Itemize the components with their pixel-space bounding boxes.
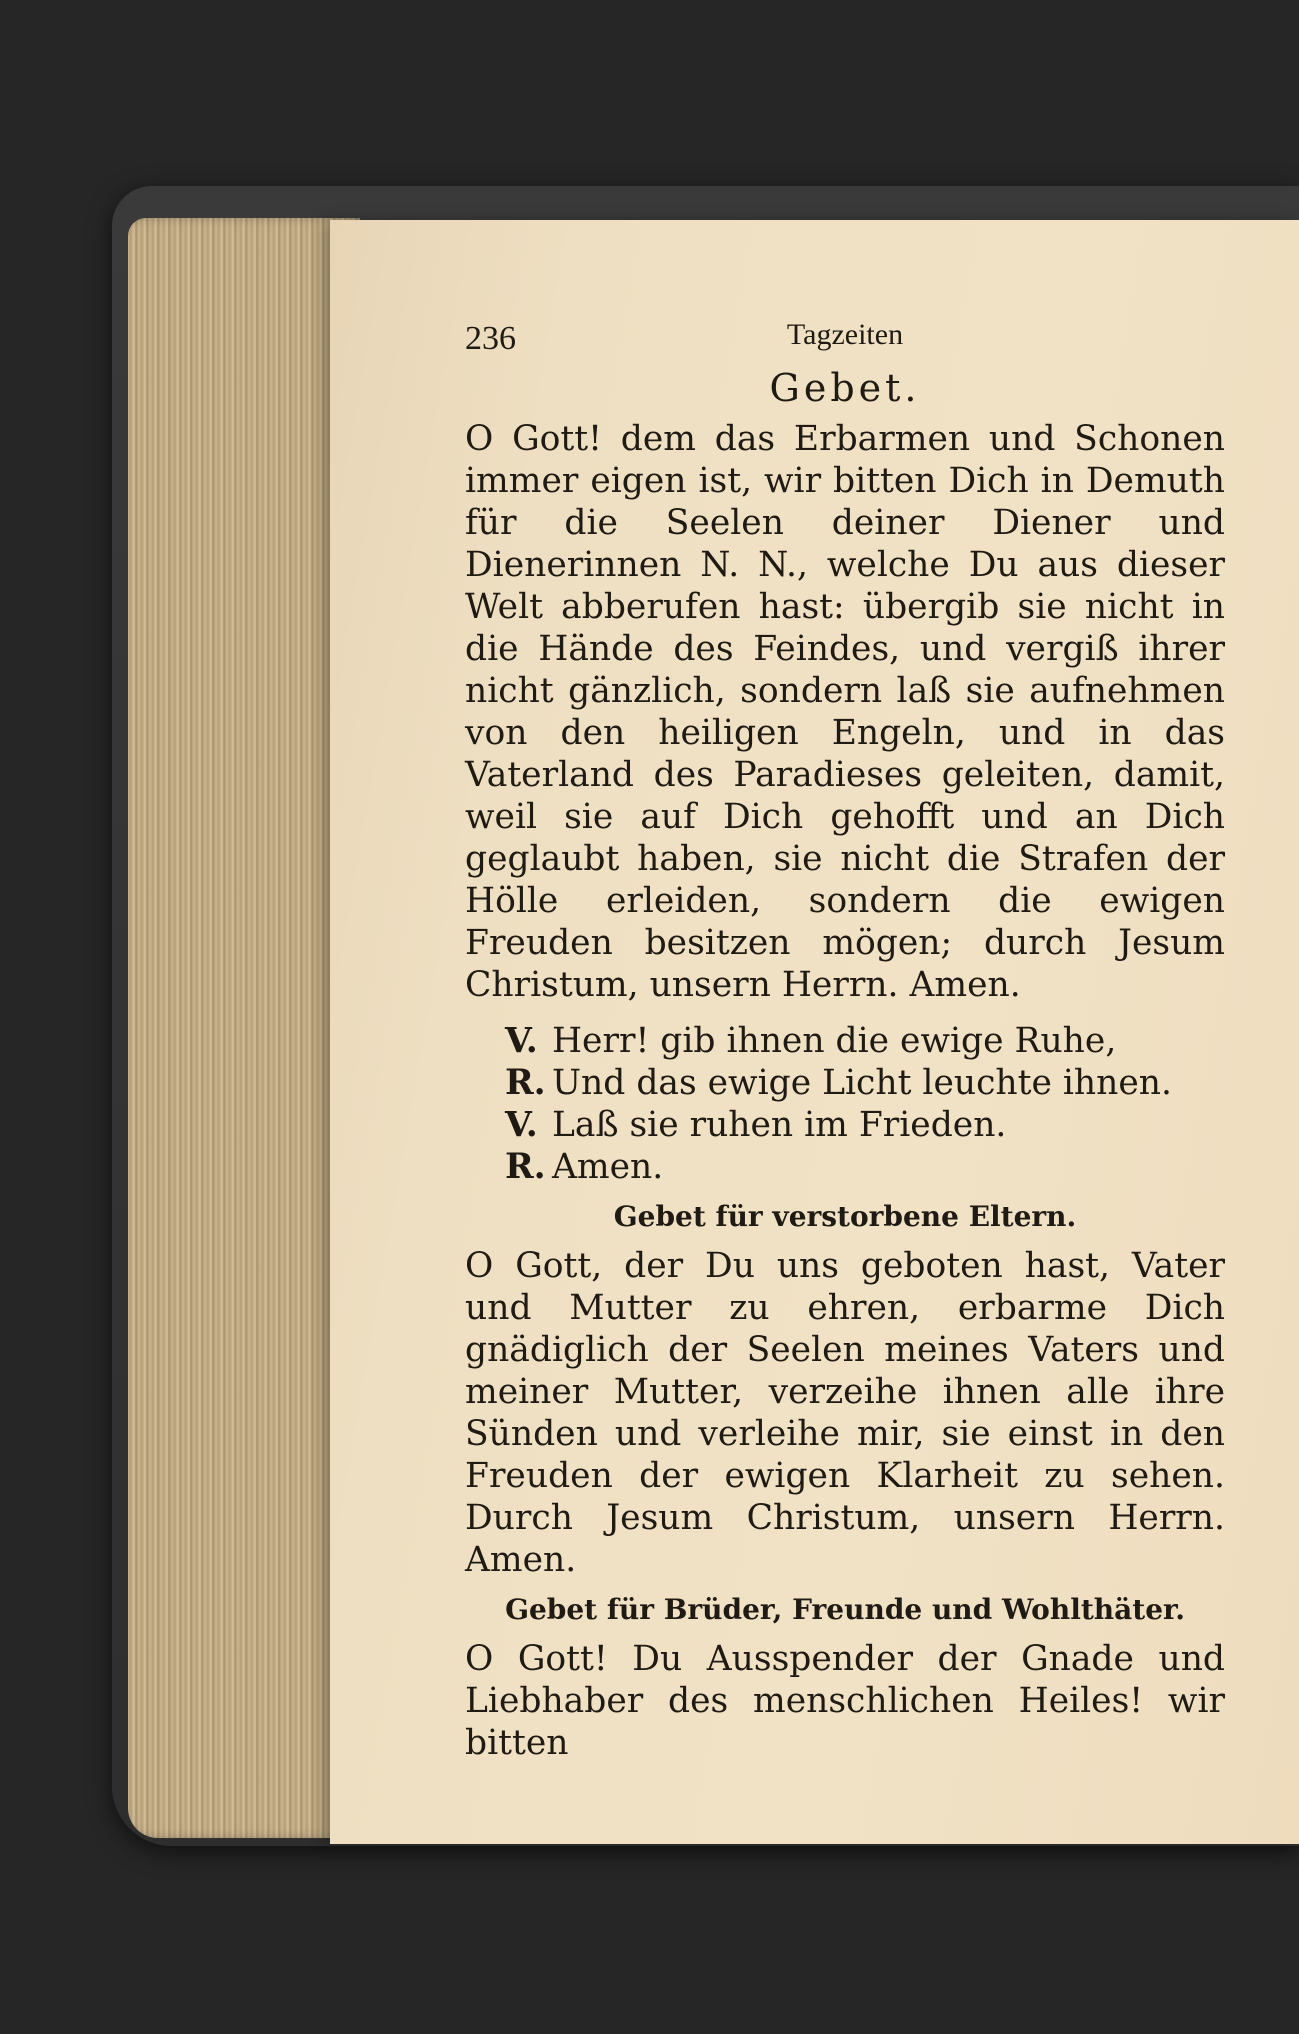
versicle-line (505, 1062, 1225, 1104)
versicle-line (505, 1146, 1225, 1188)
section-heading-wohlthaeter: Gebet für Brüder, Freunde und Wohlthäter. (505, 1593, 1185, 1626)
prayer-text-2: O Gott, der Du uns geboten hast, Vater und Mutter zu ehren, erbarme Dich gnädiglich der Seelen meines Vaters und meiner Mutter, verzeihe ihnen alle ihre Sünden und verleihe mir, sie einst in den Freuden der ewigen Klarheit zu sehen. Durch Jesum Christum, unsern Herrn. Amen. (465, 1246, 1225, 1580)
response-mark: R. (505, 1147, 546, 1187)
page-text (465, 300, 1225, 1764)
versicle-mark: V. (505, 1105, 538, 1145)
versicle-text: Laß sie ruhen im Frieden. (551, 1105, 1007, 1145)
versicle-text: Und das ewige Licht leuchte ihnen. (551, 1063, 1172, 1103)
versicle-list (505, 1020, 1225, 1188)
response-mark: R. (505, 1063, 546, 1103)
section-heading-gebet: Gebet. (769, 366, 921, 410)
versicle-text: Herr! gib ihnen die ewige Ruhe, (551, 1021, 1117, 1061)
versicle-line (505, 1104, 1225, 1146)
page-edges (128, 218, 360, 1838)
versicle-text: Amen. (551, 1147, 664, 1187)
prayer-text-3: O Gott! Du Ausspender der Gnade und Liebhaber des menschlichen Heiles! wir bitten (465, 1639, 1225, 1763)
running-head: Tagzeiten (786, 318, 904, 351)
page-number: 236 (465, 320, 516, 357)
page-header (465, 300, 1225, 360)
prayer-text-1: O Gott! dem das Erbarmen und Schonen immer eigen ist, wir bitten Dich in Demuth für die Seelen deiner Diener und Dienerinnen N. N., welche Du aus dieser Welt abberufen hast: übergib sie nicht in die Hände des Feindes, und vergiß ihrer nicht gänzlich, sondern laß sie aufnehmen von den heiligen Engeln, und in das Vaterland des Paradieses geleiten, damit, weil sie auf Dich gehofft und an Dich geglaubt haben, sie nicht die Strafen der Hölle erleiden, sondern die ewigen Freuden besitzen mögen; durch Jesum Christum, unsern Herrn. Amen. (465, 419, 1225, 1005)
versicle-line (505, 1020, 1225, 1062)
section-heading-eltern: Gebet für verstorbene Eltern. (613, 1200, 1077, 1233)
versicle-mark: V. (505, 1021, 538, 1061)
